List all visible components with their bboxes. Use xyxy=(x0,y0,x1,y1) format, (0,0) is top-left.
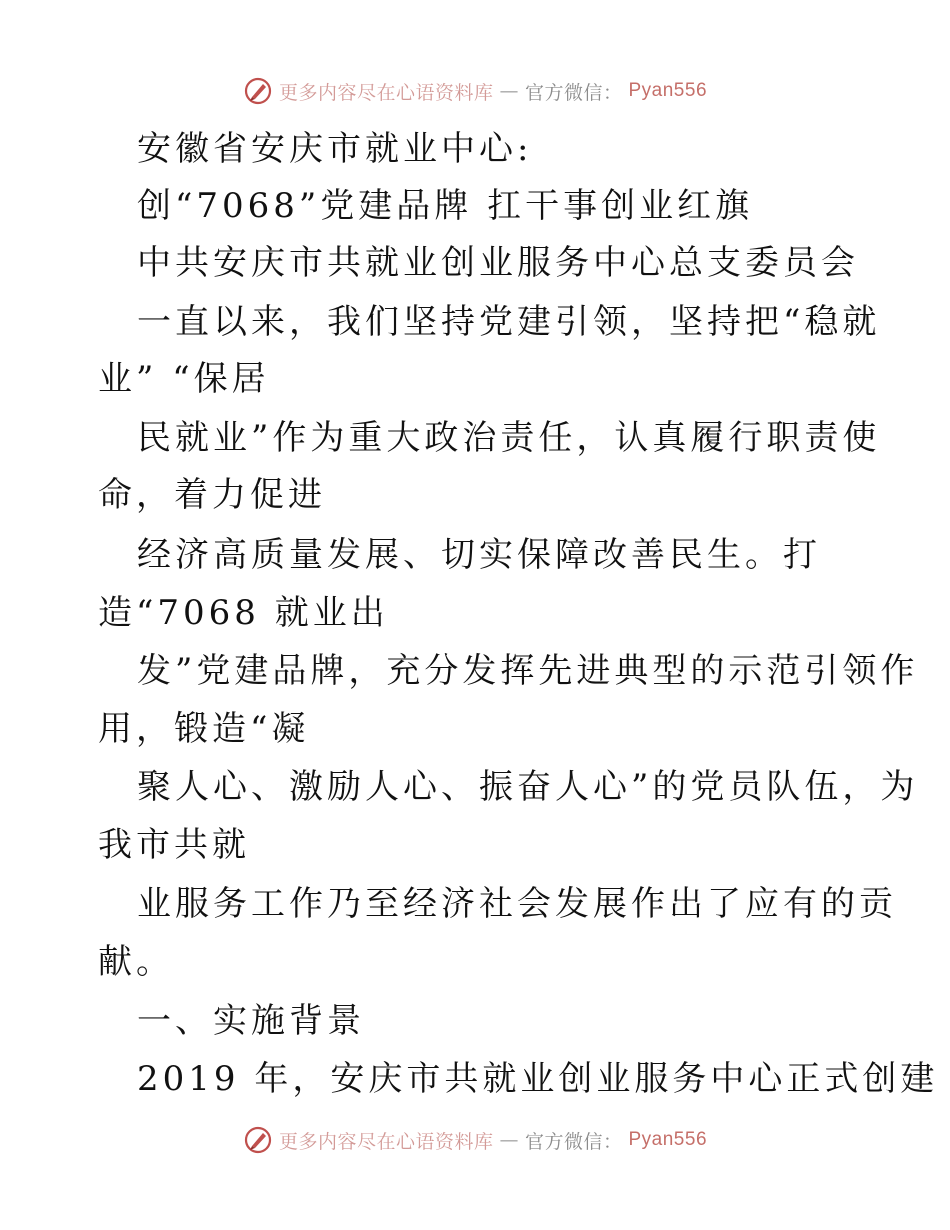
paragraph-line: 业” “保居 xyxy=(98,359,270,399)
logo-icon xyxy=(243,1125,273,1155)
paragraph-line: 经济高质量发展、切实保障改善民生。打 xyxy=(137,535,821,575)
watermark-separator: — xyxy=(499,80,519,102)
watermark-label: 官方微信： xyxy=(524,1130,623,1153)
watermark-bottom xyxy=(0,1123,950,1157)
watermark-text: 更多内容尽在心语资料库 xyxy=(278,1130,494,1153)
paragraph-line: 用，锻造“凝 xyxy=(98,709,310,749)
watermark-wechat-id: Pyan556 xyxy=(628,1129,708,1150)
paragraph-line: 业服务工作乃至经济社会发展作出了应有的贡 xyxy=(137,884,897,924)
paragraph-line: 发”党建品牌，充分发挥先进典型的示范引领作 xyxy=(137,651,919,691)
paragraph-line: 聚人心、激励人心、振奋人心”的党员队伍，为 xyxy=(137,767,919,807)
watermark-separator: — xyxy=(499,1129,519,1151)
paragraph-line: 造“7068 就业出 xyxy=(98,593,389,633)
paragraph-line: 2019 年，安庆市共就业创业服务中心正式创建 xyxy=(137,1059,939,1099)
heading-title: 创“7068”党建品牌 扛干事创业红旗 xyxy=(137,186,754,226)
watermark-wechat-id: Pyan556 xyxy=(628,80,708,101)
paragraph-line: 民就业”作为重大政治责任，认真履行职责使 xyxy=(137,418,881,458)
heading-org: 中共安庆市共就业创业服务中心总支委员会 xyxy=(137,243,859,283)
watermark-label: 官方微信： xyxy=(524,81,623,104)
section-title: 一、实施背景 xyxy=(137,1001,365,1041)
paragraph-line: 我市共就 xyxy=(98,825,250,865)
paragraph-line: 命，着力促进 xyxy=(98,475,326,515)
paragraph-line: 一直以来，我们坚持党建引领，坚持把“稳就 xyxy=(137,302,881,342)
watermark-text: 更多内容尽在心语资料库 xyxy=(278,81,494,104)
heading-unit: 安徽省安庆市就业中心: xyxy=(137,129,533,169)
paragraph-line: 献。 xyxy=(98,942,174,982)
